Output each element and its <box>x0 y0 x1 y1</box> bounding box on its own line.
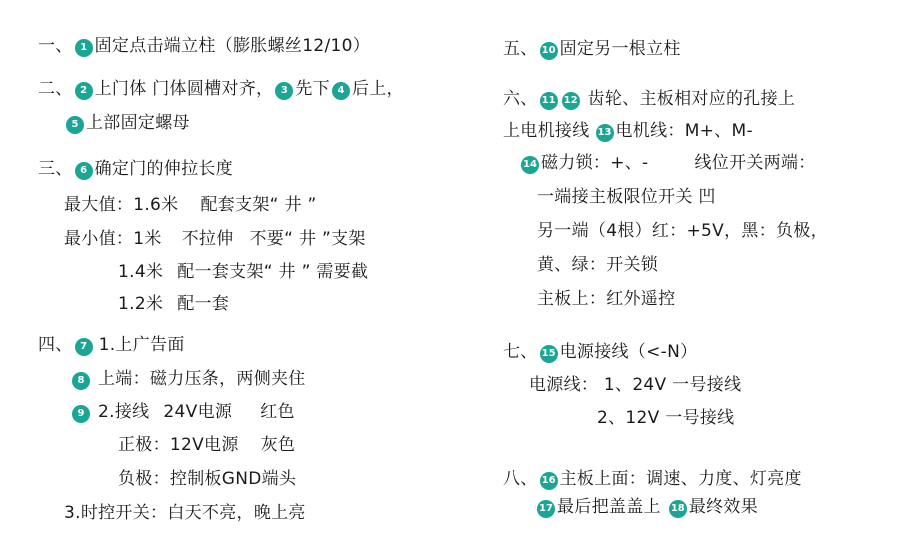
negative-label: 负极：控制板GND端头 <box>118 469 297 489</box>
switch-end-2 <box>537 219 828 243</box>
step-8-text: 上端：磁力压条，两侧夹住 <box>98 369 306 389</box>
timer-text: 3.时控开关：白天不亮，晚上亮 <box>64 503 306 523</box>
timer-line <box>64 501 306 525</box>
step-6-prefix: 三、 <box>38 159 73 179</box>
length-14-line <box>118 260 368 284</box>
badge-9: 9 <box>72 405 90 423</box>
step-16-prefix: 八、 <box>503 469 538 489</box>
step-3-text: 先下 <box>295 79 330 99</box>
step-7-text: 1.上广告面 <box>98 335 185 355</box>
step-4-text: 后上， <box>351 79 404 99</box>
step-10-prefix: 五、 <box>503 39 538 59</box>
step-7-line <box>38 333 185 357</box>
length-14-label: 1.4米 <box>118 262 164 282</box>
length-12-line <box>118 292 229 316</box>
lock-line <box>519 151 816 175</box>
switch-end-3-text: 黄、绿：开关锁 <box>537 255 659 275</box>
min-length-note-1: 不拉伸 <box>181 229 234 249</box>
positive-line <box>118 433 295 457</box>
negative-line <box>118 467 296 491</box>
switch-end-1-text: 一端接主板限位开关 凹 <box>537 187 716 207</box>
badge-13: 13 <box>596 124 614 142</box>
wiring-label: 2.接线 <box>98 402 150 422</box>
min-length-label: 最小值：1米 <box>64 229 162 249</box>
motor-text: 电机线：M+、M- <box>615 121 753 141</box>
badge-15: 15 <box>540 345 558 363</box>
step-17-text: 最后把盖盖上 <box>557 497 661 517</box>
positive-label: 正极：12V电源 <box>118 435 239 455</box>
badge-1: 1 <box>75 39 93 57</box>
switch-text: 线位开关两端： <box>694 153 816 173</box>
step-15-prefix: 七、 <box>503 342 538 362</box>
max-length-label: 最大值：1.6米 <box>64 195 179 215</box>
step-1-text: 固定点击端立柱（膨胀螺丝12/10） <box>94 36 370 56</box>
motor-line <box>503 119 753 143</box>
badge-18: 18 <box>669 500 687 518</box>
step-7-prefix: 四、 <box>38 335 73 355</box>
length-12-note: 配一套 <box>177 294 230 314</box>
power-line-2 <box>597 406 734 430</box>
step-16-text: 主板上面：调速、力度、灯亮度 <box>559 469 802 489</box>
power-line-1-text: 电源线： 1、24V 一号接线 <box>529 375 742 395</box>
step-1-line <box>38 34 370 58</box>
step-8-line <box>70 367 306 391</box>
badge-6: 6 <box>75 162 93 180</box>
lock-text: 磁力锁：+、- <box>541 153 649 173</box>
badge-14: 14 <box>521 156 539 174</box>
min-length-note-2: 不要“ 井 ”支架 <box>249 229 366 249</box>
badge-10: 10 <box>540 42 558 60</box>
switch-end-3 <box>537 253 658 277</box>
step-6-line <box>38 157 233 181</box>
step-5-text: 上部固定螺母 <box>86 113 190 133</box>
switch-end-2-text: 另一端（4根）红：+5V，黑：负极， <box>537 221 828 241</box>
board-remote-text: 主板上：红外遥控 <box>537 289 676 309</box>
length-14-note: 配一套支架“ 井 ” 需要截 <box>177 262 369 282</box>
badge-4: 4 <box>332 82 350 100</box>
wiring-red: 红色 <box>260 402 295 422</box>
step-9-line <box>70 400 295 424</box>
badge-5: 5 <box>66 116 84 134</box>
length-12-label: 1.2米 <box>118 294 164 314</box>
step-11-text: 齿轮、主板相对应的孔接上 <box>587 89 796 109</box>
step-15-text: 电源接线（<-N） <box>559 342 698 362</box>
step-1-prefix: 一、 <box>38 36 73 56</box>
step-2-prefix: 二、 <box>38 79 73 99</box>
badge-7: 7 <box>75 338 93 356</box>
step-17-line <box>535 495 758 519</box>
min-length-line <box>64 227 366 251</box>
badge-2: 2 <box>75 82 93 100</box>
step-18-text: 最终效果 <box>688 497 759 517</box>
step-10-line <box>503 37 681 61</box>
step-2-text: 上门体 门体圆槽对齐， <box>94 79 274 99</box>
motor-label: 上电机接线 <box>503 121 590 141</box>
step-6-text: 确定门的伸拉长度 <box>94 159 234 179</box>
badge-8: 8 <box>72 372 90 390</box>
badge-12: 12 <box>562 92 580 110</box>
board-remote-line <box>537 287 675 311</box>
badge-17: 17 <box>537 500 555 518</box>
switch-end-1 <box>537 185 716 209</box>
badge-11: 11 <box>540 92 558 110</box>
step-15-line <box>503 340 697 364</box>
wiring-24v: 24V电源 <box>163 402 233 422</box>
positive-color: 灰色 <box>260 435 296 455</box>
power-line-1 <box>529 373 741 397</box>
badge-16: 16 <box>540 472 558 490</box>
step-16-line <box>503 467 802 491</box>
power-line-2-text: 2、12V 一号接线 <box>597 408 735 428</box>
max-length-note: 配套支架“ 井 ” <box>200 195 317 215</box>
step-10-text: 固定另一根立柱 <box>559 39 681 59</box>
badge-3: 3 <box>275 82 293 100</box>
step-11-line <box>503 87 795 111</box>
step-11-prefix: 六、 <box>503 89 538 109</box>
step-2-line <box>38 77 404 101</box>
step-5-line <box>64 111 190 135</box>
max-length-line <box>64 193 317 217</box>
